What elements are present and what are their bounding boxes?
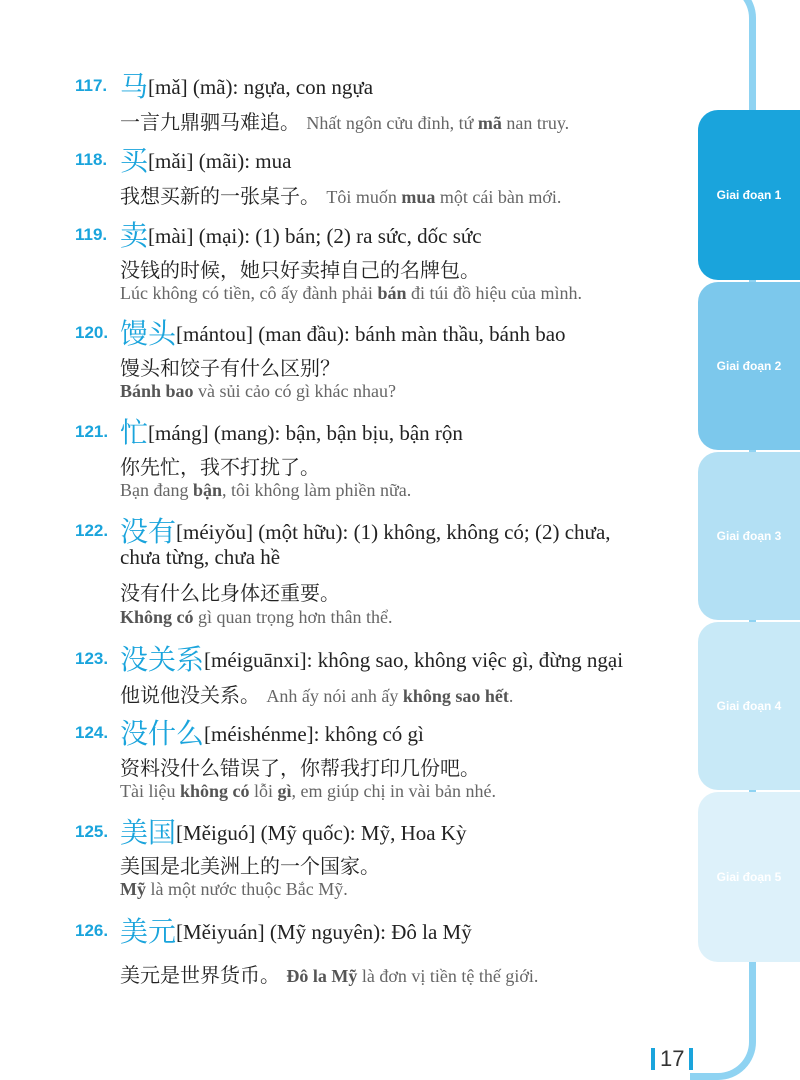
entry-headword xyxy=(120,411,463,451)
entry-headword xyxy=(120,65,373,105)
entry-number: 126. xyxy=(75,921,109,940)
definition: [Měiyuán] (Mỹ nguyên): Đô la Mỹ xyxy=(176,920,472,944)
vietnamese-translation: Lúc không có tiền, cô ấy đành phải bán đi túi đồ hiệu của mình. xyxy=(120,283,582,303)
hanzi: 美国 xyxy=(120,816,177,849)
entry-number: 125. xyxy=(75,822,109,841)
vietnamese-translation: Tài liệu không có lỗi gì, em giúp chị in vài bản nhé. xyxy=(120,781,496,801)
decorative-bracket-top xyxy=(690,0,756,118)
entry-headword xyxy=(120,811,466,851)
definition: [Měiguó] (Mỹ quốc): Mỹ, Hoa Kỳ xyxy=(176,821,467,845)
example-line xyxy=(120,180,561,209)
tab-stage-1[interactable]: Giai đoạn 1 xyxy=(698,110,800,280)
tab-stage-3[interactable]: Giai đoạn 3 xyxy=(698,452,800,620)
hanzi: 没关系 xyxy=(120,643,205,676)
definition: [méishénme]: không có gì xyxy=(204,722,424,746)
tab-stage-2[interactable]: Giai đoạn 2 xyxy=(698,282,800,450)
definition: [mǎi] (mãi): mua xyxy=(148,149,292,173)
example-line xyxy=(120,106,569,135)
entry-headword xyxy=(120,910,472,950)
tab-stage-5[interactable]: Giai đoạn 5 xyxy=(698,792,800,962)
entry-number: 120. xyxy=(75,323,109,342)
definition: [mài] (mại): (1) bán; (2) ra sức, dốc sức xyxy=(148,224,482,248)
entry-number: 122. xyxy=(75,521,109,540)
page-number-bar-left xyxy=(651,1048,655,1070)
definition: [méiyǒu] (một hữu): (1) không, không có; (2) chưa, xyxy=(176,520,611,544)
chinese-example: 美国是北美洲上的一个国家。 xyxy=(120,854,380,878)
definition-continued: chưa từng, chưa hề xyxy=(120,545,281,569)
chinese-example: 馒头和饺子有什么区别？ xyxy=(120,356,340,380)
entry-number: 119. xyxy=(75,225,108,244)
vietnamese-translation: Nhất ngôn cửu đỉnh, tứ mã nan truy. xyxy=(306,113,570,133)
vietnamese-translation: Anh ấy nói anh ấy không sao hết. xyxy=(266,686,514,706)
entry-headword xyxy=(120,312,566,352)
chinese-example: 美元是世界货币。 xyxy=(120,963,280,987)
definition: [mǎ] (mã): ngựa, con ngựa xyxy=(148,75,374,99)
entry-number: 118. xyxy=(75,150,108,169)
entry-number: 124. xyxy=(75,723,109,742)
vietnamese-translation: Đô la Mỹ là đơn vị tiền tệ thế giới. xyxy=(286,966,539,986)
decorative-bracket-bottom xyxy=(690,990,756,1080)
hanzi: 没什么 xyxy=(120,717,205,750)
chinese-example: 一言九鼎驷马难追。 xyxy=(120,110,300,134)
chinese-example: 资料没什么错误了，你帮我打印几份吧。 xyxy=(120,756,480,780)
vietnamese-translation: Bạn đang bận, tôi không làm phiền nữa. xyxy=(120,480,412,500)
entry-headword xyxy=(120,214,482,254)
entry-number: 117. xyxy=(75,76,108,95)
entry-number: 123. xyxy=(75,649,109,668)
entry-headword xyxy=(120,139,291,179)
hanzi: 忙 xyxy=(120,416,149,449)
vietnamese-translation: Mỹ là một nước thuộc Bắc Mỹ. xyxy=(120,879,348,899)
example-line xyxy=(120,959,538,988)
entry-headword xyxy=(120,510,611,550)
vietnamese-translation: Bánh bao và sủi cảo có gì khác nhau? xyxy=(120,381,396,401)
entry-headword xyxy=(120,638,623,678)
chinese-example: 他说他没关系。 xyxy=(120,683,260,707)
vietnamese-translation: Không có gì quan trọng hơn thân thể. xyxy=(120,607,393,627)
hanzi: 买 xyxy=(120,144,149,177)
hanzi: 卖 xyxy=(120,219,149,252)
tab-stage-4[interactable]: Giai đoạn 4 xyxy=(698,622,800,790)
hanzi: 没有 xyxy=(120,515,177,548)
chinese-example: 我想买新的一张桌子。 xyxy=(120,184,320,208)
hanzi: 馒头 xyxy=(120,317,177,350)
page-number-bar-right xyxy=(689,1048,693,1070)
chinese-example: 没有什么比身体还重要。 xyxy=(120,581,340,605)
definition: [méiguānxi]: không sao, không việc gì, đừng ngại xyxy=(204,648,624,672)
chinese-example: 没钱的时候，她只好卖掉自己的名牌包。 xyxy=(120,258,480,282)
page-number: 17 xyxy=(646,1046,698,1072)
hanzi: 美元 xyxy=(120,915,177,948)
entry-headword xyxy=(120,712,424,752)
definition: [máng] (mang): bận, bận bịu, bận rộn xyxy=(148,421,463,445)
vietnamese-translation: Tôi muốn mua một cái bàn mới. xyxy=(326,187,562,207)
example-line xyxy=(120,679,513,708)
entry-number: 121. xyxy=(75,422,109,441)
definition: [mántou] (man đầu): bánh màn thầu, bánh bao xyxy=(176,322,566,346)
hanzi: 马 xyxy=(120,70,149,103)
chinese-example: 你先忙，我不打扰了。 xyxy=(120,455,320,479)
